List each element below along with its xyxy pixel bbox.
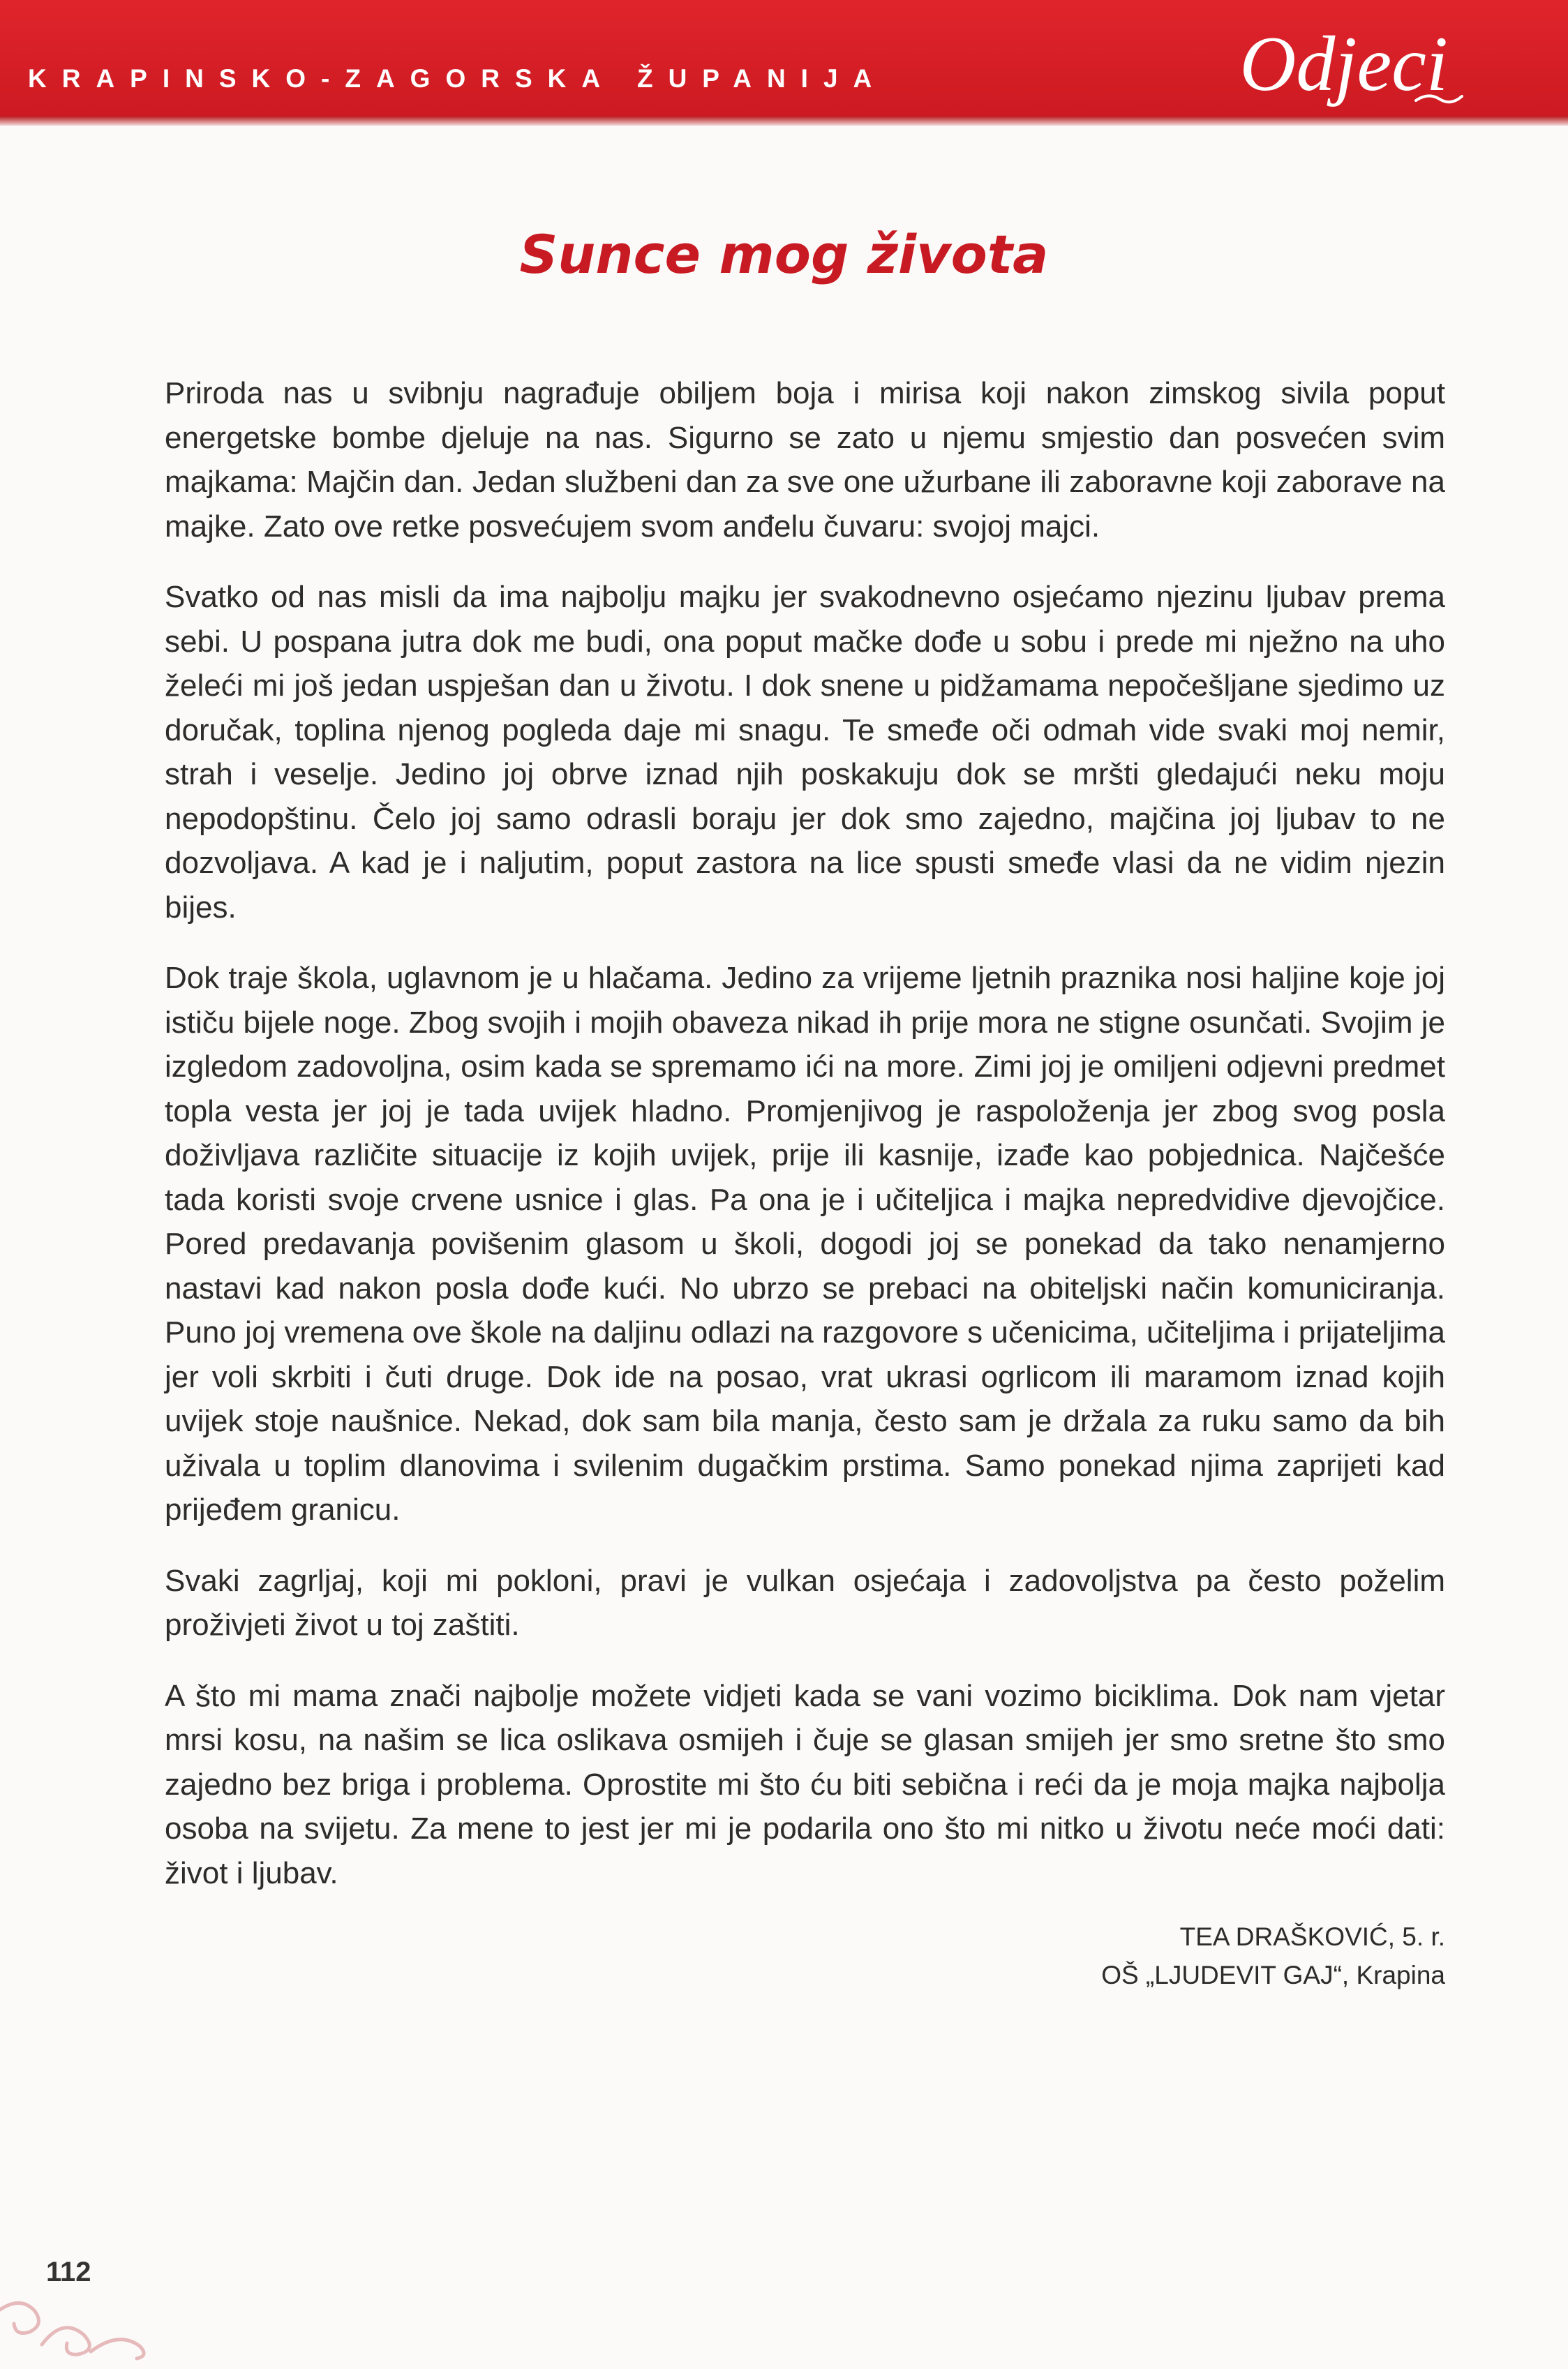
article-title: Sunce mog života — [519, 223, 1049, 285]
article-body — [165, 371, 1445, 1922]
paragraph: Priroda nas u svibnju nagrađuje obiljem boja i mirisa koji nakon zimskog sivila poput energetske bombe djeluje na nas. Sigurno se zato u njemu smjestio dan posvećen svim majkama: Majčin dan. Jedan službeni dan za sve one užurbane ili zaboravne koji zaboravе na majke. Zato ove retke posvećujem svom anđelu čuvaru: svojoj majci. — [165, 376, 1445, 544]
signature — [1101, 1918, 1445, 1994]
paragraph: Dok traje škola, uglavnom je u hlačama. Jedino za vrijeme ljetnih praznika nosi haljine koje joj ističu bijele noge. Zbog svojih i mojih obaveza nikad ih prije mora ne stigne osunčati. Svojim je izgledom zadovoljna, osim kada se spremamo ići na more. Zimi joj je omiljeni odjevni predmet topla vesta jer joj je tada uvijek hladno. Promjenjivog je raspoloženja jer zbog svog posla doživljava različite situacije iz kojih uvijek, prije ili kasnije, izađe kao pobjednica. Najčešće tada koristi svoje crvene usnice i glas. Pa ona je i učiteljica i majka nepredvidive djevojčice. Pored predavanja povišenim glasom u školi, dogodi joj se ponekad da tako nenamjerno nastavi kad nakon posla dođe kući. No ubrzo se prebaci na obiteljski način komuniciranja. Puno joj vremena ove škole na daljinu odlazi na razgovore s učenicima, učiteljima i prijateljima jer voli skrbiti i čuti druge. Dok ide na posao, vrat ukrasi ogrlicom ili maramom iznad kojih uvijek stoje naušnice. Nekad, dok sam bila manja, često sam je držala za ruku samo da bih uživala u toplim dlanovima i svilenim dugačkim prstima. Samo ponekad njima zaprijeti kad prijeđem granicu. — [165, 961, 1445, 1527]
page-number: 112 — [46, 2257, 91, 2287]
region-title: KRAPINSKO-ZAGORSKA ŽUPANIJA — [28, 64, 888, 93]
swash-ornament-icon — [1414, 91, 1463, 106]
paragraph: A što mi mama znači najbolje možete vidjeti kada se vani vozimo biciklima. Dok nam vjetar mrsi kosu, na našim se lica oslikava osmijeh i čuje se glasan smijeh jer smo sretne što smo zajedno bez briga i problema. Oprostite mi što ću biti sebična i reći da je moja majka najbolja osoba na svijetu. Za mene to jest jer mi je podarila ono što mi nitko u životu neće moći dati: život i ljubav. — [165, 1678, 1445, 1890]
author-name: TEA DRAŠKOVIĆ, 5. r. — [1179, 1922, 1445, 1951]
school-name: OŠ „LJUDEVIT GAJ“, Krapina — [1101, 1961, 1445, 1989]
section-title: Odjeci — [1239, 21, 1448, 107]
swirl-ornament-icon — [0, 2268, 174, 2366]
paragraph: Svaki zagrljaj, koji mi pokloni, pravi je vulkan osjećaja i zadovoljstva pa često poželim proživjeti život u toj zaštiti. — [165, 1563, 1445, 1642]
header-rule — [0, 116, 1568, 126]
paragraph: Svatko od nas misli da ima najbolju majku jer svakodnevno osjećamo njezinu ljubav prema sebi. U pospana jutra dok me budi, ona poput mačke dođe u sobu i prede mi nježno na uho želeći mi još jedan uspješan dan u životu. I dok snene u pidžamama nepočešljane sjedimo uz doručak, toplina njenog pogleda daje mi snagu. Te smeđe oči odmah vide svaki moj nemir, strah i veselje. Jedino joj obrve iznad njih poskakuju dok se mršti gledajući neku moju nepodopštinu. Čelo joj samo odrasli boraju jer dok smo zajedno, majčina joj ljubav to ne dozvoljava. A kad je i naljutim, poput zastora na lice spusti smeđe vlasi da ne vidim njezin bijes. — [165, 580, 1445, 925]
